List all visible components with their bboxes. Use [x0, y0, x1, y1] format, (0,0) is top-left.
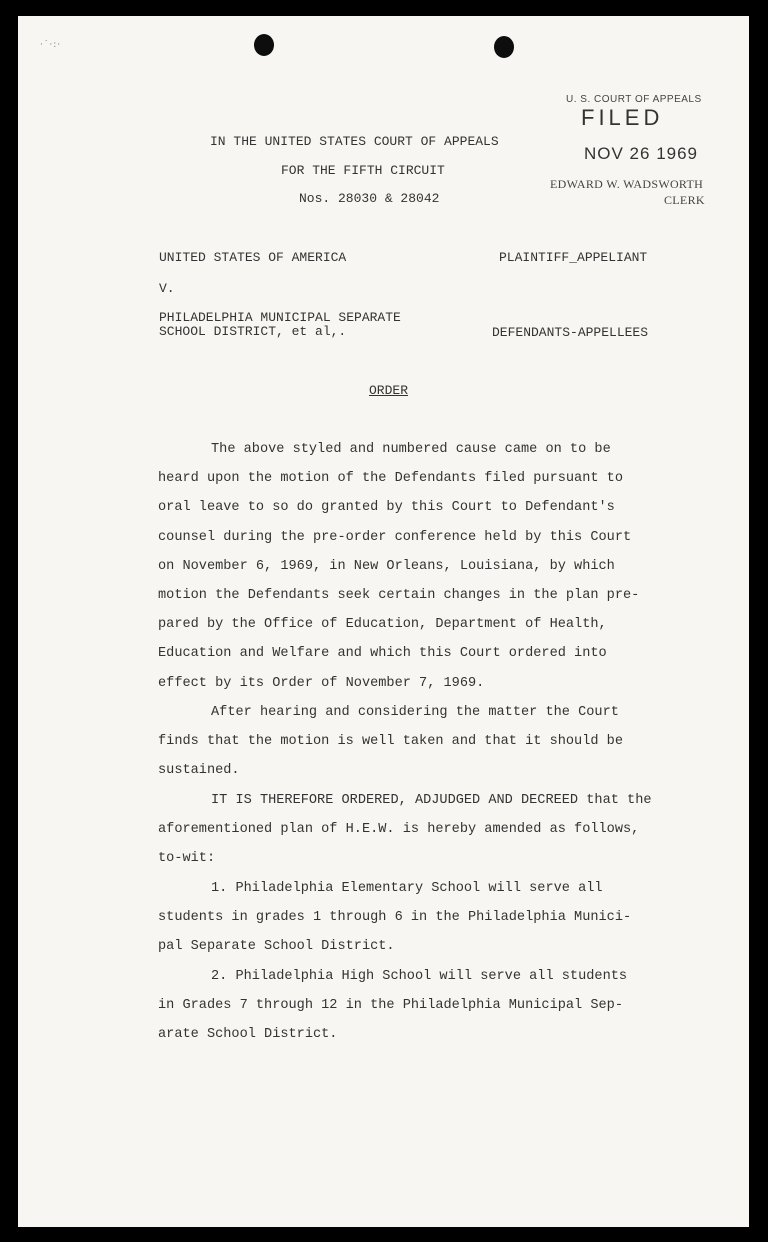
paragraph-line: oral leave to so do granted by this Court to Defendant's [158, 500, 615, 516]
paper-specks: ·˙·:· [40, 40, 62, 50]
paragraph-line: finds that the motion is well taken and that it should be [158, 734, 623, 750]
paragraph-5 [158, 962, 678, 1050]
paragraph-1 [158, 435, 678, 698]
stamp-filed: FILED [581, 105, 664, 130]
punch-hole-right [494, 36, 514, 58]
punch-hole-left [254, 34, 274, 56]
paragraph-line: After hearing and considering the matter the Court [211, 705, 619, 720]
paragraph-line: Education and Welfare and which this Court ordered into [158, 646, 607, 662]
paragraph-line: pared by the Office of Education, Department of Health, [158, 617, 607, 633]
document-page [18, 16, 749, 1227]
defendant-name-line1: PHILADELPHIA MUNICIPAL SEPARATE [159, 310, 401, 325]
paragraph-line: effect by its Order of November 7, 1969. [158, 675, 485, 691]
paragraph-line: The above styled and numbered cause came on to be [211, 442, 611, 457]
circuit-heading: FOR THE FIFTH CIRCUIT [281, 163, 445, 178]
paragraph-line: pal Separate School District. [158, 939, 395, 955]
paragraph-line: in Grades 7 through 12 in the Philadelphia Municipal Sep- [158, 998, 623, 1014]
case-numbers: Nos. 28030 & 28042 [299, 191, 440, 206]
paragraph-line: heard upon the motion of the Defendants filed pursuant to [158, 471, 623, 487]
paragraph-line: aforementioned plan of H.E.W. is hereby amended as follows, [158, 822, 640, 838]
stamp-date: NOV 26 1969 [584, 144, 699, 163]
paragraph-line: 2. Philadelphia High School will serve all students [211, 969, 628, 984]
stamp-clerk-name: EDWARD W. WADSWORTH [550, 177, 704, 191]
defendant-role: DEFENDANTS-APPELLEES [492, 325, 649, 340]
plaintiff-name: UNITED STATES OF AMERICA [159, 250, 347, 265]
paragraph-line: IT IS THEREFORE ORDERED, ADJUDGED AND DECREED that the [211, 793, 652, 808]
stamp-clerk-title: CLERK [664, 193, 705, 207]
paragraph-line: sustained. [158, 763, 240, 779]
order-title: ORDER [369, 383, 409, 398]
plaintiff-role: PLAINTIFF_APPELIANT [499, 250, 648, 265]
paragraph-line: counsel during the pre-order conference held by this Court [158, 529, 632, 545]
paragraph-3 [158, 786, 678, 874]
paragraph-line: students in grades 1 through 6 in the Philadelphia Munici- [158, 910, 632, 926]
paragraph-4 [158, 874, 678, 962]
stamp-court: U. S. COURT OF APPEALS [566, 94, 702, 105]
paragraph-line: arate School District. [158, 1027, 338, 1043]
paragraph-2 [158, 698, 678, 786]
court-heading: IN THE UNITED STATES COURT OF APPEALS [210, 134, 499, 149]
defendant-name-line2: SCHOOL DISTRICT, et al,. [159, 324, 347, 339]
versus: V. [159, 281, 175, 296]
paragraph-line: motion the Defendants seek certain changes in the plan pre- [158, 587, 640, 603]
paragraph-line: on November 6, 1969, in New Orleans, Louisiana, by which [158, 558, 615, 574]
paragraph-line: 1. Philadelphia Elementary School will serve all [211, 881, 603, 896]
paragraph-line: to-wit: [158, 851, 216, 867]
